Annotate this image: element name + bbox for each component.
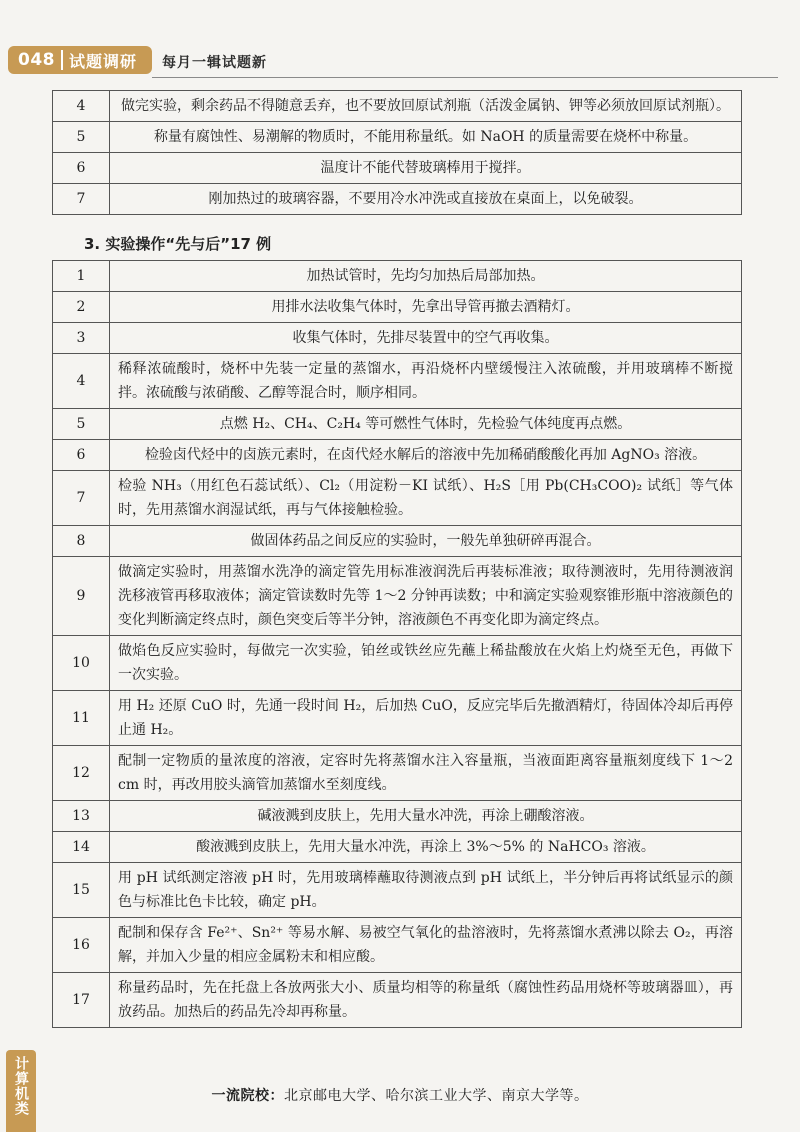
header-category: 试题调研 — [69, 51, 138, 71]
side-tab — [6, 1050, 36, 1132]
row-text: 用 pH 试纸测定溶液 pH 时，先用玻璃棒蘸取待测液点到 pH 试纸上，半分钟后再将试纸显示的颜色与标准比色卡比较，确定 pH。 — [110, 863, 742, 918]
row-number: 7 — [53, 184, 110, 215]
row-text: 收集气体时，先排尽装置中的空气再收集。 — [110, 323, 742, 354]
table-row — [53, 261, 742, 292]
table-row — [53, 832, 742, 863]
row-text: 用排水法收集气体时，先拿出导管再撤去酒精灯。 — [110, 292, 742, 323]
row-number: 3 — [53, 323, 110, 354]
row-text: 称量药品时，先在托盘上各放两张大小、质量均相等的称量纸（腐蚀性药品用烧杯等玻璃器皿），再放药品。加热后的药品先冷却再称量。 — [110, 973, 742, 1028]
row-number: 13 — [53, 801, 110, 832]
row-text: 点燃 H₂、CH₄、C₂H₄ 等可燃性气体时，先检验气体纯度再点燃。 — [110, 409, 742, 440]
row-text: 温度计不能代替玻璃棒用于搅拌。 — [110, 153, 742, 184]
row-text: 做完实验，剩余药品不得随意丢弃，也不要放回原试剂瓶（活泼金属钠、钾等必须放回原试剂瓶）。 — [110, 91, 742, 122]
table-row — [53, 746, 742, 801]
row-number: 7 — [53, 471, 110, 526]
row-number: 17 — [53, 973, 110, 1028]
row-number: 2 — [53, 292, 110, 323]
table-row — [53, 801, 742, 832]
header-subtitle: 每月一辑试题新 — [162, 55, 267, 71]
table-row — [53, 91, 742, 122]
row-text: 用 H₂ 还原 CuO 时，先通一段时间 H₂，后加热 CuO，反应完毕后先撤酒精灯，待固体冷却后再停止通 H₂。 — [110, 691, 742, 746]
table-row — [53, 973, 742, 1028]
row-number: 8 — [53, 526, 110, 557]
header-badge — [8, 46, 152, 74]
side-tab-label: 计算机类 — [13, 1056, 29, 1116]
row-number: 10 — [53, 636, 110, 691]
table-row — [53, 636, 742, 691]
table-row — [53, 323, 742, 354]
row-number: 5 — [53, 122, 110, 153]
row-number: 9 — [53, 557, 110, 636]
row-text: 刚加热过的玻璃容器，不要用冷水冲洗或直接放在桌面上，以免破裂。 — [110, 184, 742, 215]
row-text: 配制一定物质的量浓度的溶液，定容时先将蒸馏水注入容量瓶，当液面距离容量瓶刻度线下 1～2 cm 时，再改用胶头滴管加蒸馏水至刻度线。 — [110, 746, 742, 801]
table-row — [53, 471, 742, 526]
row-text: 稀释浓硫酸时，烧杯中先装一定量的蒸馏水，再沿烧杯内壁缓慢注入浓硫酸，并用玻璃棒不断搅拌。浓硫酸与浓硝酸、乙醇等混合时，顺序相同。 — [110, 354, 742, 409]
row-number: 6 — [53, 440, 110, 471]
table-precautions-continued — [52, 90, 742, 215]
table-row — [53, 409, 742, 440]
footer-text: 北京邮电大学、哈尔滨工业大学、南京大学等。 — [284, 1088, 589, 1104]
table-row — [53, 557, 742, 636]
row-number: 1 — [53, 261, 110, 292]
table-row — [53, 184, 742, 215]
header-rule — [152, 77, 778, 78]
row-text: 检验 NH₃（用红色石蕊试纸）、Cl₂（用淀粉－KI 试纸）、H₂S［用 Pb(CH₃COO)₂ 试纸］等气体时，先用蒸馏水润湿试纸，再与气体接触检验。 — [110, 471, 742, 526]
row-number: 6 — [53, 153, 110, 184]
row-number: 4 — [53, 91, 110, 122]
row-text: 称量有腐蚀性、易潮解的物质时，不能用称量纸。如 NaOH 的质量需要在烧杯中称量。 — [110, 122, 742, 153]
row-number: 12 — [53, 746, 110, 801]
row-text: 做滴定实验时，用蒸馏水洗净的滴定管先用标准液润洗后再装标准液；取待测液时，先用待测液润洗移液管再移取液体；滴定管读数时先等 1～2 分钟再读数；中和滴定实验观察锥形瓶中溶液颜色的变化判断滴定终点时，颜色突变后等半分钟，溶液颜色不再变化即为滴定终点。 — [110, 557, 742, 636]
table-row — [53, 691, 742, 746]
row-text: 配制和保存含 Fe²⁺、Sn²⁺ 等易水解、易被空气氧化的盐溶液时，先将蒸馏水煮沸以除去 O₂，再溶解，并加入少量的相应金属粉末和相应酸。 — [110, 918, 742, 973]
table-row — [53, 153, 742, 184]
row-number: 16 — [53, 918, 110, 973]
row-text: 碱液溅到皮肤上，先用大量水冲洗，再涂上硼酸溶液。 — [110, 801, 742, 832]
row-text: 加热试管时，先均匀加热后局部加热。 — [110, 261, 742, 292]
header-divider — [61, 50, 63, 70]
table-operation-order — [52, 260, 742, 1028]
row-number: 4 — [53, 354, 110, 409]
row-number: 5 — [53, 409, 110, 440]
footer-label: 一流院校： — [211, 1088, 284, 1104]
section-title: 3. 实验操作“先与后”17 例 — [84, 235, 272, 253]
row-text: 检验卤代烃中的卤族元素时，在卤代烃水解后的溶液中先加稀硝酸酸化再加 AgNO₃ 溶液。 — [110, 440, 742, 471]
footer — [0, 1085, 800, 1105]
table-row — [53, 440, 742, 471]
row-number: 15 — [53, 863, 110, 918]
page-header — [0, 42, 800, 78]
table-row — [53, 918, 742, 973]
table-row — [53, 863, 742, 918]
row-text: 做焰色反应实验时，每做完一次实验，铂丝或铁丝应先蘸上稀盐酸放在火焰上灼烧至无色，再做下一次实验。 — [110, 636, 742, 691]
table-row — [53, 122, 742, 153]
table-row — [53, 292, 742, 323]
table-row — [53, 354, 742, 409]
page-number: 048 — [18, 50, 55, 70]
table-row — [53, 526, 742, 557]
row-text: 做固体药品之间反应的实验时，一般先单独研碎再混合。 — [110, 526, 742, 557]
row-text: 酸液溅到皮肤上，先用大量水冲洗，再涂上 3%～5% 的 NaHCO₃ 溶液。 — [110, 832, 742, 863]
row-number: 14 — [53, 832, 110, 863]
row-number: 11 — [53, 691, 110, 746]
